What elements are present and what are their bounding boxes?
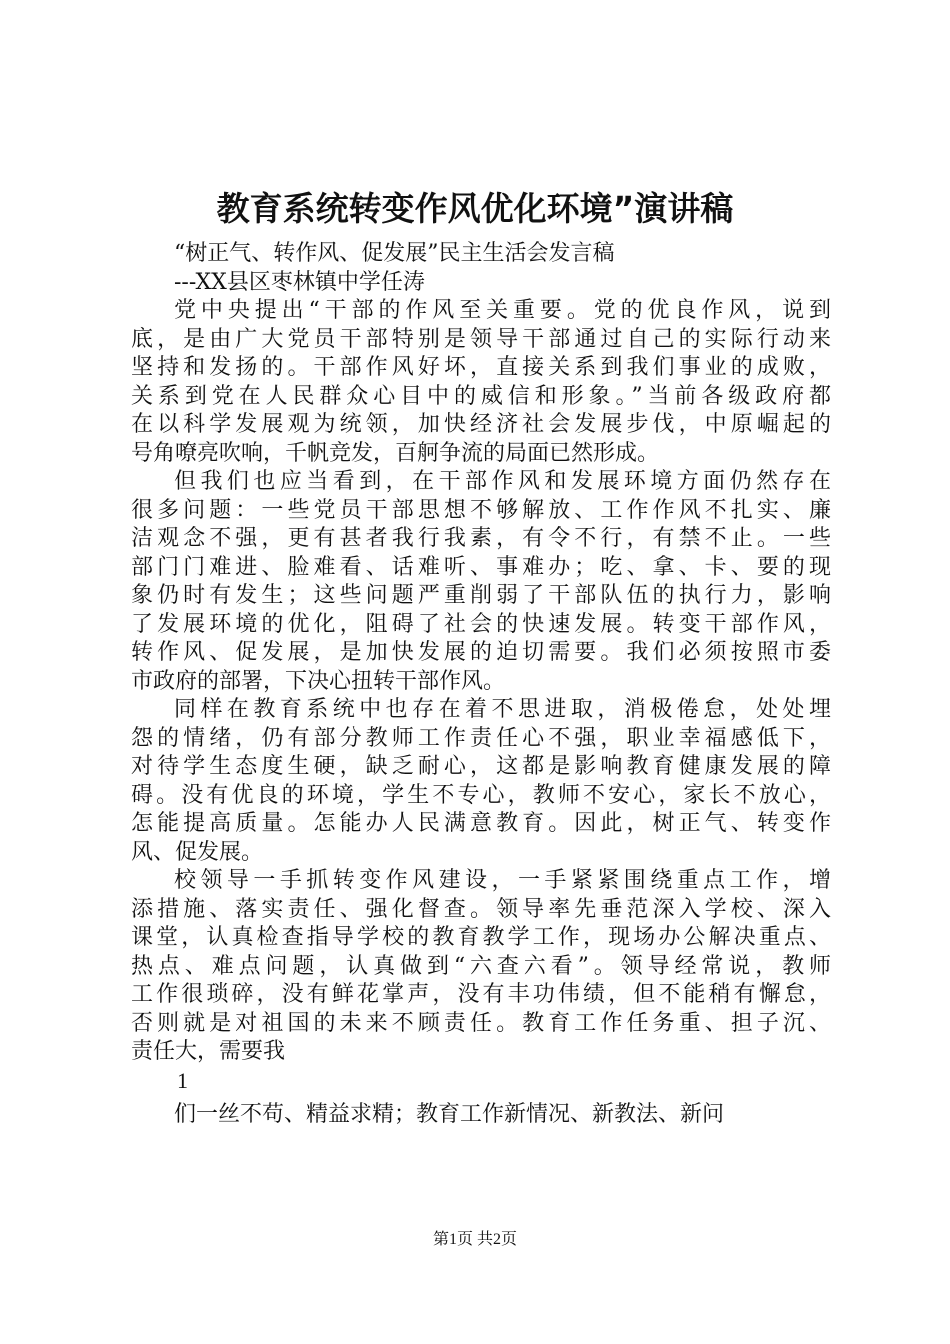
text-line: 风、促发展。 bbox=[131, 839, 264, 865]
paragraph-lines bbox=[131, 297, 831, 1067]
text-line: 号角嘹亮吹响，千帆竞发，百舸争流的局面已然形成。 bbox=[131, 440, 660, 466]
text-line: 同样在教育系统中也存在着不思进取，消极倦怠，处处埋 bbox=[174, 697, 831, 722]
text-line: 很多问题：一些党员干部思想不够解放、工作作风不扎实、廉 bbox=[131, 497, 831, 523]
page-footer: 第1页 共2页 bbox=[432, 1231, 517, 1248]
text-line: 热点、难点问题，认真做到“六查六看”。领导经常说，教师 bbox=[131, 953, 831, 979]
text-line: 碍。没有优良的环境，学生不专心，教师不安心，家长不放心， bbox=[131, 782, 831, 808]
text-line: 党中央提出“干部的作风至关重要。党的优良作风，说到 bbox=[174, 298, 831, 323]
text-line: 转作风、促发展，是加快发展的迫切需要。我们必须按照市委 bbox=[131, 640, 831, 665]
text-line: 工作很琐碎，没有鲜花掌声，没有丰功伟绩，但不能稍有懈怠， bbox=[131, 982, 831, 1007]
text-line: 关系到党在人民群众心目中的威信和形象。”当前各级政府都 bbox=[131, 383, 831, 409]
text-line: 对待学生态度生硬，缺乏耐心，这都是影响教育健康发展的障 bbox=[131, 754, 831, 779]
text-line: 部门门难进、脸难看、话难听、事难办；吃、拿、卡、要的现 bbox=[131, 554, 831, 580]
subtitle-line: “树正气、转作风、促发展”民主生活会发言稿 bbox=[174, 241, 615, 266]
text-line: 坚持和发扬的。干部作风好坏，直接关系到我们事业的成败， bbox=[131, 355, 831, 380]
text-line: 市政府的部署，下决心扭转干部作风。 bbox=[131, 668, 506, 694]
text-line: 课堂，认真检查指导学校的教育教学工作，现场办公解决重点、 bbox=[131, 925, 831, 950]
text-line: 怎能提高质量。怎能办人民满意教育。因此，树正气、转变作 bbox=[131, 811, 831, 836]
text-line: 洁观念不强，更有甚者我行我素，有令不行，有禁不止。一些 bbox=[131, 526, 831, 551]
text-line: 添措施、落实责任、强化督查。领导率先垂范深入学校、深入 bbox=[131, 896, 831, 922]
text-line: 但我们也应当看到，在干部作风和发展环境方面仍然存在 bbox=[174, 469, 831, 494]
author-line: ---XX县区枣林镇中学任涛 bbox=[174, 269, 425, 295]
text-line: 校领导一手抓转变作风建设，一手紧紧围绕重点工作，增 bbox=[174, 868, 831, 893]
document-body bbox=[131, 240, 831, 1130]
text-line: 了发展环境的优化，阻碍了社会的快速发展。转变干部作风， bbox=[131, 611, 831, 637]
text-line: 在以科学发展观为统领，加快经济社会发展步伐，中原崛起的 bbox=[131, 412, 831, 437]
text-line: 象仍时有发生；这些问题严重削弱了干部队伍的执行力，影响 bbox=[131, 583, 831, 608]
text-line: 否则就是对祖国的未来不顾责任。教育工作任务重、担子沉、 bbox=[131, 1010, 831, 1036]
page-marker: 1 bbox=[177, 1067, 188, 1093]
continuation-line: 们一丝不苟、精益求精；教育工作新情况、新教法、新问 bbox=[174, 1102, 725, 1127]
text-line: 怨的情绪，仍有部分教师工作责任心不强，职业幸福感低下， bbox=[131, 725, 831, 751]
text-line: 责任大，需要我 bbox=[131, 1039, 286, 1064]
document-title: 教育系统转变作风优化环境”演讲稿 bbox=[216, 189, 734, 228]
text-line: 底，是由广大党员干部特别是领导干部通过自己的实际行动来 bbox=[131, 326, 831, 352]
